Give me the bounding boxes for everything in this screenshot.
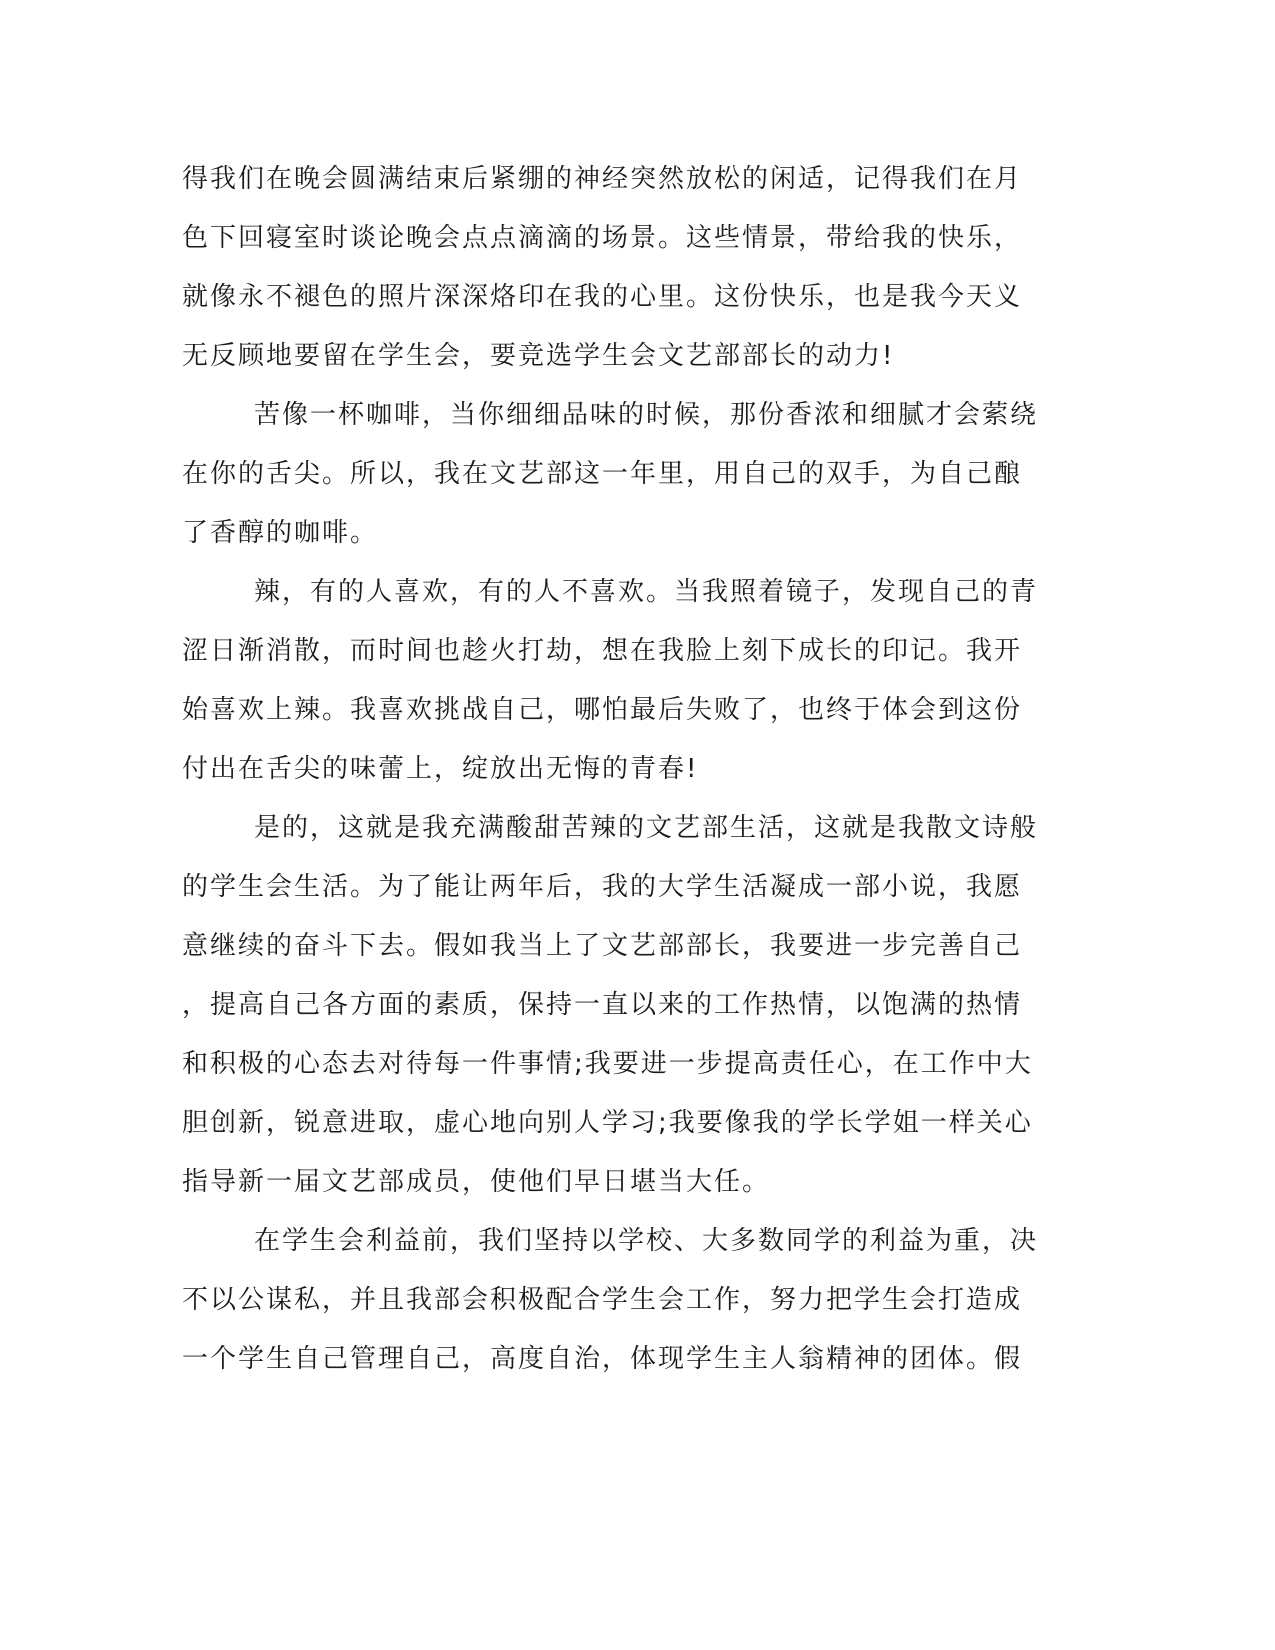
paragraph-start-line: 苦像一杯咖啡，当你细细品味的时候，那份香浓和细腻才会萦绕 — [254, 400, 1039, 430]
text-line: 无反顾地要留在学生会，要竞选学生会文艺部部长的动力! — [182, 341, 895, 371]
text-line: 了香醇的咖啡。 — [182, 518, 379, 548]
text-line: 指导新一届文艺部成员，使他们早日堪当大任。 — [182, 1167, 771, 1197]
paragraph-start-line: 在学生会利益前，我们坚持以学校、大多数同学的利益为重，决 — [254, 1226, 1039, 1256]
text-line: ，提高自己各方面的素质，保持一直以来的工作热情，以饱满的热情 — [182, 990, 1023, 1020]
text-line: 不以公谋私，并且我部会积极配合学生会工作，努力把学生会打造成 — [182, 1285, 1023, 1315]
paragraph-start-line: 是的，这就是我充满酸甜苦辣的文艺部生活，这就是我散文诗般 — [254, 813, 1039, 843]
text-line: 就像永不褪色的照片深深烙印在我的心里。这份快乐，也是我今天义 — [182, 282, 1023, 312]
text-line: 一个学生自己管理自己，高度自治，体现学生主人翁精神的团体。假 — [182, 1344, 1023, 1374]
body-text — [182, 150, 1052, 1389]
text-line: 得我们在晚会圆满结束后紧绷的神经突然放松的闲适，记得我们在月 — [182, 164, 1023, 194]
text-line: 和积极的心态去对待每一件事情;我要进一步提高责任心，在工作中大 — [182, 1049, 1033, 1079]
text-line: 涩日渐消散，而时间也趁火打劫，想在我脸上刻下成长的印记。我开 — [182, 636, 1023, 666]
text-line: 始喜欢上辣。我喜欢挑战自己，哪怕最后失败了，也终于体会到这份 — [182, 695, 1023, 725]
text-line: 的学生会生活。为了能让两年后，我的大学生活凝成一部小说，我愿 — [182, 872, 1023, 902]
text-line: 胆创新，锐意进取，虚心地向别人学习;我要像我的学长学姐一样关心 — [182, 1108, 1033, 1138]
text-line: 色下回寝室时谈论晚会点点滴滴的场景。这些情景，带给我的快乐， — [182, 223, 1023, 253]
text-line: 意继续的奋斗下去。假如我当上了文艺部部长，我要进一步完善自己 — [182, 931, 1023, 961]
text-line: 付出在舌尖的味蕾上，绽放出无悔的青春! — [182, 754, 699, 784]
text-line: 在你的舌尖。所以，我在文艺部这一年里，用自己的双手，为自己酿 — [182, 459, 1023, 489]
paragraph-start-line: 辣，有的人喜欢，有的人不喜欢。当我照着镜子，发现自己的青 — [254, 577, 1039, 607]
